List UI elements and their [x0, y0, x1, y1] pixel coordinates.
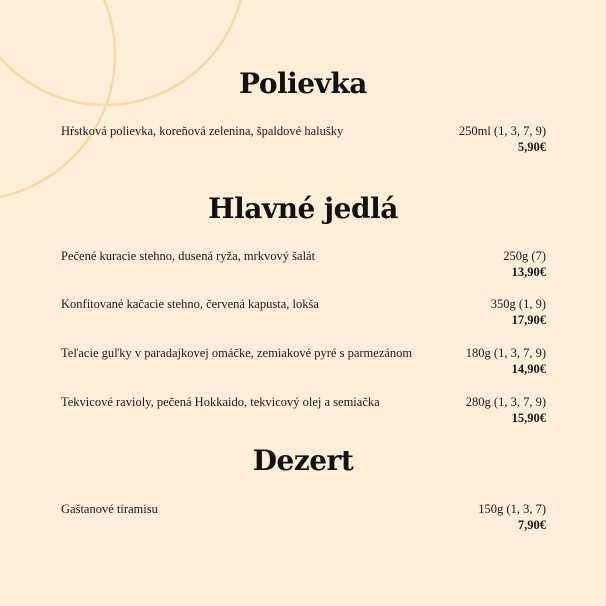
- menu-item-name: Konfitované kačacie stehno, červená kapusta, lokša: [61, 297, 319, 311]
- section-title-main-courses: Hlavné jedlá: [208, 192, 398, 225]
- decorative-circle: [0, 0, 115, 200]
- menu-item-price: 7,90€: [517, 518, 546, 532]
- menu-item-portion-allergens: 350g (1, 9): [490, 297, 546, 311]
- section-title-dessert: Dezert: [252, 444, 354, 477]
- section-title-soup: Polievka: [239, 67, 367, 100]
- menu-item-portion-allergens: 250g (7): [503, 249, 546, 263]
- menu-item-price: 5,90€: [517, 140, 546, 154]
- menu-item-name: Hŕstková polievka, koreňová zelenina, špaldové halušky: [61, 124, 344, 138]
- menu-item-price: 13,90€: [511, 265, 546, 279]
- menu-item: [61, 395, 546, 429]
- menu-item-name: Gaštanové tiramisu: [61, 502, 158, 516]
- menu-item-portion-allergens: 150g (1, 3, 7): [478, 502, 546, 516]
- menu-item-portion-allergens: 280g (1, 3, 7, 9): [465, 395, 546, 409]
- menu-item: [61, 297, 546, 331]
- menu-item: [61, 249, 546, 283]
- menu-item-name: Tekvicové ravioly, pečená Hokkaido, tekvicový olej a semiačka: [61, 395, 380, 409]
- menu-item: [61, 124, 546, 158]
- menu-item-price: 15,90€: [511, 411, 546, 425]
- menu-item: [61, 502, 546, 536]
- menu-item-name: Teľacie guľky v paradajkovej omáčke, zemiakové pyré s parmezánom: [61, 346, 413, 360]
- menu-item-price: 17,90€: [511, 313, 546, 327]
- menu-item: [61, 346, 546, 380]
- menu-item-price: 14,90€: [511, 362, 546, 376]
- menu-item-portion-allergens: 180g (1, 3, 7, 9): [465, 346, 546, 360]
- menu-item-name: Pečené kuracie stehno, dusená ryža, mrkvový šalát: [61, 249, 316, 263]
- menu-item-portion-allergens: 250ml (1, 3, 7, 9): [458, 124, 546, 138]
